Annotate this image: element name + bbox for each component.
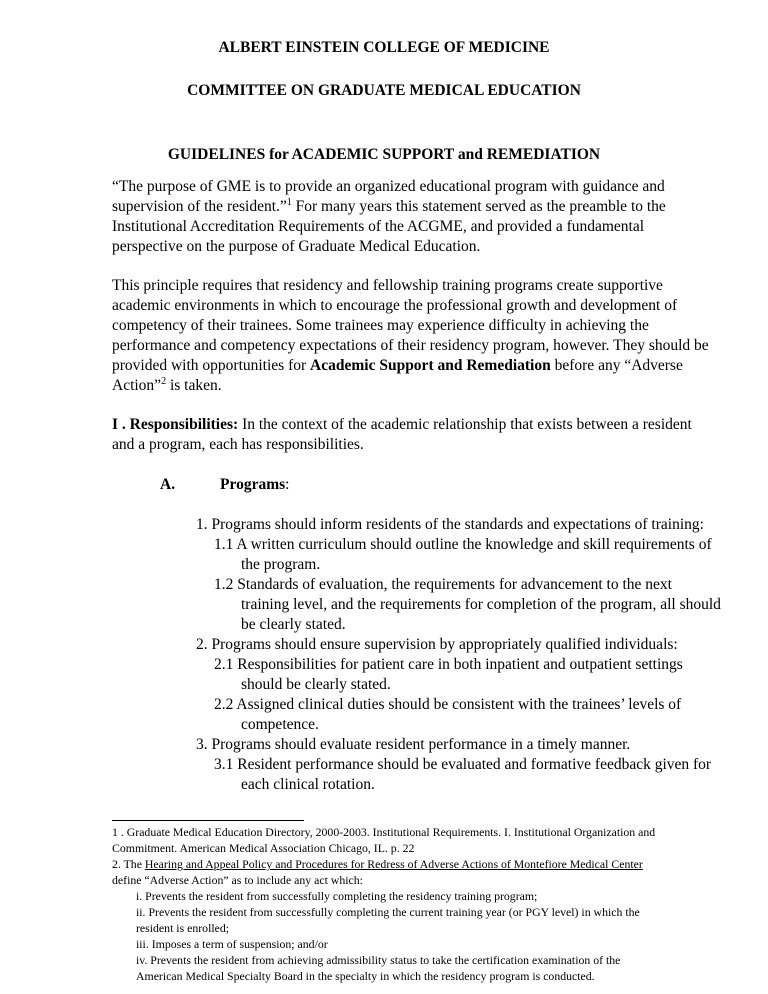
list-item: the program. — [241, 556, 321, 573]
intro-p2-line: provided with opportunities for Academic Support and Remediation before any “Adverse — [112, 357, 683, 374]
document-title: GUIDELINES for ACADEMIC SUPPORT and REMEDIATION — [167, 146, 601, 163]
list-item: 3.1 Resident performance should be evaluated and formative feedback given for — [214, 756, 712, 773]
institution-heading: ALBERT EINSTEIN COLLEGE OF MEDICINE — [218, 39, 550, 56]
intro-p2-line: Action”$^2$ is taken. — [112, 375, 222, 394]
footnote-1-line: Commitment. American Medical Association Chicago, IL. p. 22 — [112, 841, 415, 855]
footnote-1-line: 1 . Graduate Medical Education Directory, 2000-2003. Institutional Requirements. I. Institutional Organization and — [112, 825, 656, 839]
section-1-line: I . Responsibilities: In the context of the academic relationship that exists between a resident — [112, 416, 692, 433]
intro-p2-line: This principle requires that residency and fellowship training programs create supportive — [112, 277, 663, 294]
list-item: 2.1 Responsibilities for patient care in both inpatient and outpatient settings — [214, 656, 683, 673]
footnote-2-item: i. Prevents the resident from successfully completing the residency training program; — [136, 889, 538, 903]
intro-p1-line: supervision of the resident.”$^1$ For many years this statement served as the preamble to the — [112, 196, 666, 215]
footnote-ref-2[interactable]: 2 — [161, 375, 167, 387]
footnote-separator — [112, 820, 304, 821]
intro-p2-line: academic environments in which to encourage the professional growth and development of — [112, 297, 678, 314]
list-item: each clinical rotation. — [241, 776, 375, 793]
footnote-2-line: define “Adverse Action” as to include any act which: — [112, 873, 363, 887]
list-item: 2. Programs should ensure supervision by appropriately qualified individuals: — [196, 636, 678, 653]
section-1-heading: I . Responsibilities: — [112, 416, 239, 433]
list-item: competence. — [241, 716, 319, 733]
intro-p2-line: performance and competency expectations of their residency program, however. They should be — [112, 337, 709, 354]
footnote-2-line: 2. The Hearing and Appeal Policy and Procedures for Redress of Adverse Actions of Montefiore Medical Center — [112, 857, 643, 871]
list-item: be clearly stated. — [241, 616, 346, 633]
footnote-2-item: ii. Prevents the resident from successfully completing the current training year (or PGY level) in which the — [136, 905, 640, 919]
footnote-2-item: American Medical Specialty Board in the specialty in which the residency program is conducted. — [136, 969, 595, 983]
list-item: 1.2 Standards of evaluation, the requirements for advancement to the next — [214, 576, 672, 593]
list-item: 1. Programs should inform residents of the standards and expectations of training: — [196, 516, 704, 533]
policy-title: Hearing and Appeal Policy and Procedures for Redress of Adverse Actions of Montefiore Medical Center — [144, 857, 643, 871]
list-item: 1.1 A written curriculum should outline the knowledge and skill requirements of — [214, 536, 712, 553]
subsection-title: Programs: — [220, 476, 290, 493]
committee-heading: COMMITTEE ON GRADUATE MEDICAL EDUCATION — [187, 82, 581, 99]
intro-p1-line: perspective on the purpose of Graduate Medical Education. — [112, 238, 481, 255]
section-1-line: and a program, each has responsibilities. — [112, 436, 364, 453]
subsection-letter: A. — [160, 476, 176, 493]
footnote-2-item: iii. Imposes a term of suspension; and/or — [136, 937, 328, 951]
footnote-2-item: iv. Prevents the resident from achieving admissibility status to take the certification examination of the — [136, 953, 621, 967]
intro-p1-line: “The purpose of GME is to provide an organized educational program with guidance and — [112, 178, 665, 195]
list-item: should be clearly stated. — [241, 676, 391, 693]
list-item: training level, and the requirements for completion of the program, all should — [241, 596, 721, 613]
intro-p1-line: Institutional Accreditation Requirements of the ACGME, and provided a fundamental — [112, 218, 645, 235]
intro-p2-line: competency of their trainees. Some trainees may experience difficulty in achieving the — [112, 317, 649, 334]
list-item: 2.2 Assigned clinical duties should be consistent with the trainees’ levels of — [214, 696, 682, 713]
list-item: 3. Programs should evaluate resident performance in a timely manner. — [196, 736, 631, 753]
footnote-ref-1[interactable]: 1 — [286, 196, 292, 208]
footnote-2-item: resident is enrolled; — [136, 921, 230, 935]
